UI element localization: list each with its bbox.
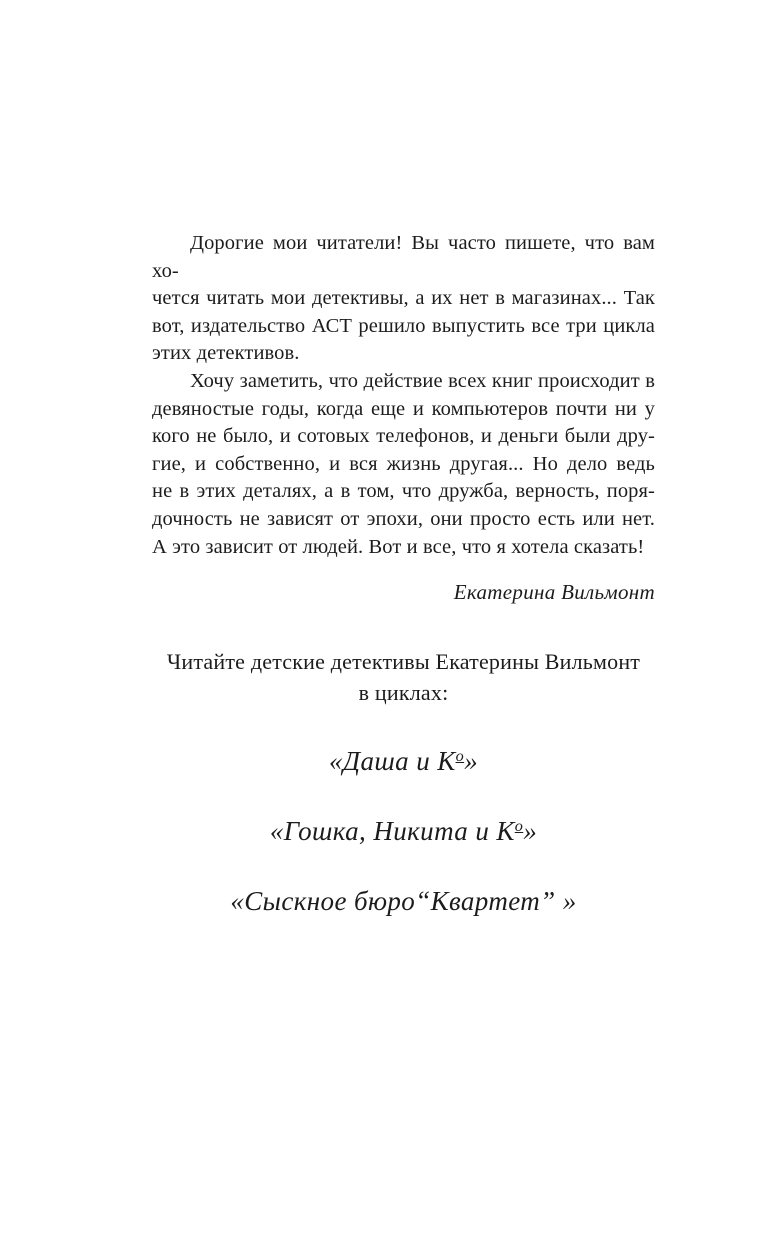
cycle-title-text: «Гошка, Никита и К bbox=[269, 816, 515, 847]
text-line: гие, и собственно, и вся жизнь другая... Но дело ведь bbox=[152, 452, 655, 475]
text-line: не в этих деталях, а в том, что дружба, верность, поря- bbox=[152, 480, 655, 503]
text-line: этих детективов. bbox=[152, 342, 300, 365]
text-line: дочность не зависят от эпохи, они просто есть или нет. bbox=[152, 507, 655, 530]
text-line: чется читать мои детективы, а их нет в магазинах... Так bbox=[152, 287, 655, 310]
text-line: А это зависит от людей. Вот и все, что я хотела сказать! bbox=[152, 535, 645, 558]
foreword-paragraph-2 bbox=[152, 368, 655, 561]
text-line: Хочу заметить, что действие всех книг происходит в bbox=[190, 369, 655, 392]
cycle-title-dasha bbox=[152, 744, 655, 778]
cycle-title-sysknoe-buro-kvartet bbox=[152, 884, 655, 918]
foreword-paragraph-1 bbox=[152, 230, 655, 368]
cycle-title-text: » bbox=[464, 746, 478, 777]
text-line: девяностые годы, когда еще и компьютеров почти ни у bbox=[152, 397, 655, 420]
promo-heading bbox=[152, 646, 655, 708]
ko-superscript: о bbox=[514, 817, 524, 836]
cycle-title-goshka-nikita bbox=[152, 814, 655, 848]
cycle-title-text: » bbox=[523, 816, 538, 847]
ko-superscript: о bbox=[455, 747, 465, 766]
promo-heading-line-1: Читайте детские детективы Екатерины Вильмонт bbox=[166, 649, 641, 675]
foreword-text bbox=[152, 230, 655, 561]
author-signature: Екатерина Вильмонт bbox=[453, 580, 655, 605]
cycle-title-text: «Сыскное бюро“Квартет” » bbox=[230, 886, 577, 917]
text-line: вот, издательство АСТ решило выпустить все три цикла bbox=[152, 314, 655, 337]
page-content bbox=[152, 230, 655, 918]
cycle-title-text: «Даша и К bbox=[329, 746, 456, 777]
promo-heading-line-2: в циклах: bbox=[358, 680, 449, 706]
text-line: Дорогие мои читатели! Вы часто пишете, что вам хо- bbox=[152, 232, 655, 282]
text-line: кого не было, и сотовых телефонов, и деньги были дру- bbox=[152, 425, 655, 448]
